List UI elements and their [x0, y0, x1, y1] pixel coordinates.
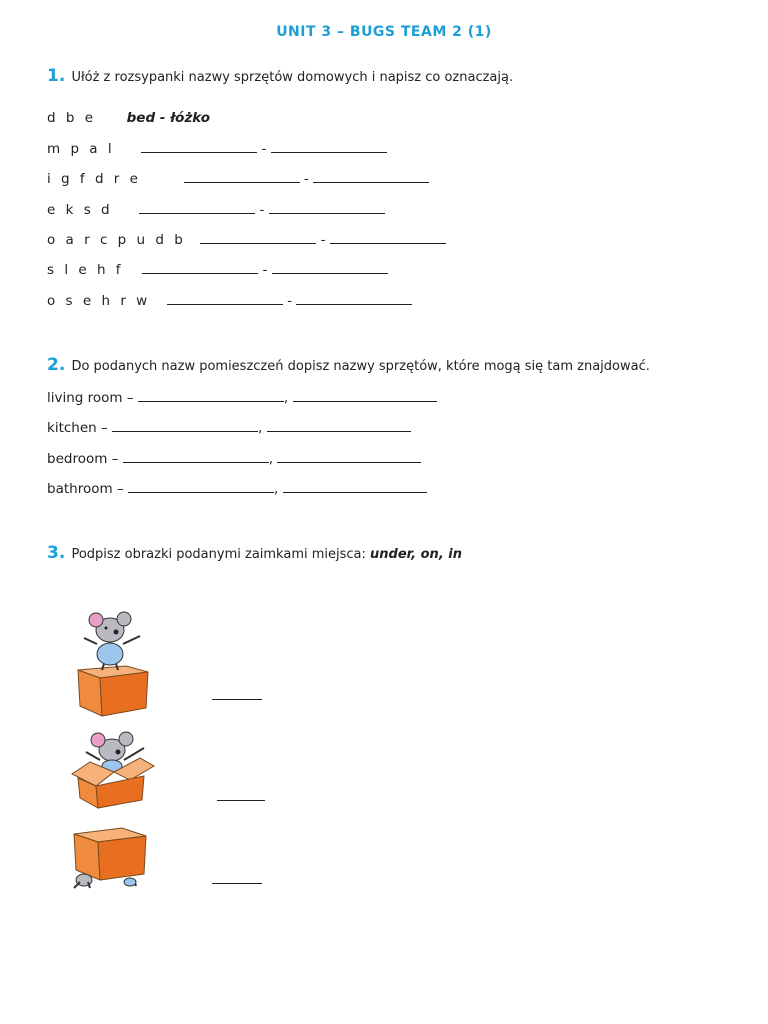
worksheet-title: UNIT 3 – BUGS TEAM 2 (1) [276, 24, 492, 40]
task-2-row: kitchen – , [47, 420, 411, 436]
translation-blank[interactable] [269, 203, 385, 214]
task-2-instruction: Do podanych nazw pomieszczeń dopisz nazwy sprzętów, które mogą się tam znajdować. [71, 359, 650, 374]
translation-blank[interactable] [271, 142, 387, 153]
equipment-blank[interactable] [112, 421, 258, 432]
equipment-blank[interactable] [128, 482, 274, 493]
room-label: kitchen – [47, 420, 108, 436]
equipment-blank[interactable] [138, 391, 284, 402]
answer-blank[interactable] [139, 203, 255, 214]
room-label: bathroom – [47, 481, 124, 497]
scrambled-word: o s e h r w [47, 293, 151, 309]
task-1-item: m p a l - [47, 141, 387, 157]
equipment-blank[interactable] [277, 452, 421, 463]
task-2-number: 2. [47, 355, 66, 375]
mouse-in-box-picture [70, 730, 158, 810]
example-answer: bed - łóżko [126, 110, 211, 126]
scrambled-word: o a r c p u d b [47, 232, 186, 248]
answer-blank[interactable] [142, 263, 258, 274]
scrambled-word: m p a l [47, 141, 115, 157]
task-1-item: s l e h f - [47, 262, 388, 278]
answer-blank[interactable] [141, 142, 257, 153]
translation-blank[interactable] [272, 263, 388, 274]
task-1-item: o a r c p u d b - [47, 232, 446, 248]
answer-blank[interactable] [200, 233, 316, 244]
equipment-blank[interactable] [283, 482, 427, 493]
equipment-blank[interactable] [267, 421, 411, 432]
picture-1-answer-line[interactable] [212, 699, 262, 700]
task-3-words: under, on, in [370, 547, 462, 562]
scrambled-word: e k s d [47, 202, 113, 218]
translation-blank[interactable] [296, 294, 412, 305]
example-scrambled: d b e [47, 110, 97, 126]
equipment-blank[interactable] [293, 391, 437, 402]
answer-blank[interactable] [184, 172, 300, 183]
mouse-on-box-picture [70, 608, 155, 718]
translation-blank[interactable] [330, 233, 446, 244]
picture-3-answer-line[interactable] [212, 883, 262, 884]
task-1-item: i g f d r e - [47, 171, 429, 187]
answer-blank[interactable] [167, 294, 283, 305]
task-2-row: bathroom – , [47, 481, 427, 497]
task-2-row: living room – , [47, 390, 437, 406]
task-2-row: bedroom – , [47, 451, 421, 467]
scrambled-word: i g f d r e [47, 171, 141, 187]
task-1-item: o s e h r w - [47, 293, 412, 309]
task-3-instruction: Podpisz obrazki podanymi zaimkami miejsca: [71, 547, 366, 562]
task-1-heading [47, 66, 513, 86]
task-1-number: 1. [47, 66, 66, 86]
task-2-heading [47, 355, 650, 375]
scrambled-word: s l e h f [47, 262, 124, 278]
picture-2-answer-line[interactable] [217, 800, 265, 801]
task-3-number: 3. [47, 543, 66, 563]
task-1-example [47, 110, 210, 126]
room-label: bedroom – [47, 451, 119, 467]
room-label: living room – [47, 390, 134, 406]
task-3-heading [47, 543, 462, 563]
equipment-blank[interactable] [123, 452, 269, 463]
task-1-item: e k s d - [47, 202, 385, 218]
mouse-under-box-picture [70, 822, 150, 892]
task-1-instruction: Ułóż z rozsypanki nazwy sprzętów domowych i napisz co oznaczają. [71, 70, 514, 85]
translation-blank[interactable] [313, 172, 429, 183]
